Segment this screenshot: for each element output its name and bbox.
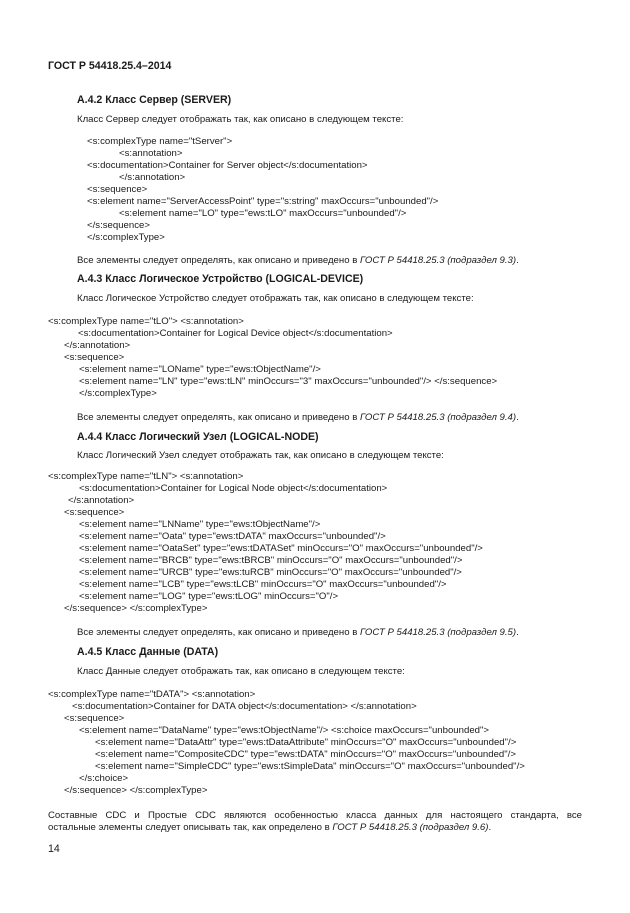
code-line: <s:complexType name="tLO"> <s:annotation> xyxy=(48,316,244,327)
code-line: <s:complexType name="tDATA"> <s:annotation> xyxy=(48,689,256,700)
document-header: ГОСТ Р 54418.25.4–2014 xyxy=(48,60,172,72)
closing-text: остальные элементы следует описывать так, как определено в xyxy=(48,822,333,833)
note-text: Все элементы следует определять, как описано и приведено в xyxy=(77,255,360,266)
section-intro: Класс Логический Узел следует отображать так, как описано в следующем тексте: xyxy=(77,450,444,461)
section-note xyxy=(77,627,519,639)
section-title: А.4.3 Класс Логическое Устройство (LOGICAL-DEVICE) xyxy=(77,273,364,285)
code-line: <s:documentation>Container for DATA object</s:documentation> </s:annotation> xyxy=(72,701,417,712)
section-note xyxy=(77,255,519,267)
note-suffix: . xyxy=(516,627,519,638)
note-text: Все элементы следует определять, как описано и приведено в xyxy=(77,627,360,638)
section-intro: Класс Сервер следует отображать так, как описано в следующем тексте: xyxy=(77,114,404,125)
code-line: <s:complexType name="tServer"> xyxy=(87,136,233,147)
code-line: <s:sequence> xyxy=(87,184,148,195)
code-line: <s:element name="DataName" type="ews:tObjectName"/> <s:choice maxOccurs="unbounded"> xyxy=(79,725,489,736)
code-line: <s:element name="LOName" type="ews:tObjectName"/> xyxy=(79,364,321,375)
closing-paragraph-line-2 xyxy=(48,822,491,834)
code-line: <s:element name="SimpleCDC" type="ews:tSimpleData" minOccurs="O" maxOccurs="unbounded"/> xyxy=(95,761,525,772)
closing-paragraph-line-1: Составные CDC и Простые CDC являются особенностью класса данных для настоящего стандарта, все xyxy=(48,810,582,821)
code-line: <s:sequence> xyxy=(64,713,125,724)
code-line: </s:sequence> </s:complexType> xyxy=(64,785,208,796)
code-line: </s:annotation> xyxy=(68,495,135,506)
closing-suffix: . xyxy=(488,822,492,833)
section-title: А.4.4 Класс Логический Узел (LOGICAL-NODE) xyxy=(77,431,319,443)
code-line: <s:annotation> xyxy=(119,148,183,159)
section-note xyxy=(77,412,519,424)
code-line: <s:element name="LCB" type="ews:tLCB" minOccurs="O" maxOccurs="unbounded"/> xyxy=(79,579,447,590)
section-title: А.4.5 Класс Данные (DATA) xyxy=(77,646,219,658)
note-text: Все элементы следует определять, как описано и приведено в xyxy=(77,412,360,423)
code-line: <s:element name="LN" type="ews:tLN" minOccurs="3" maxOccurs="unbounded"/> </s:sequence> xyxy=(79,376,498,387)
note-reference: ГОСТ Р 54418.25.3 (подраздел 9.3) xyxy=(359,255,517,266)
code-line: <s:complexType name="tLN"> <s:annotation> xyxy=(48,471,244,482)
note-reference: ГОСТ Р 54418.25.3 (подраздел 9.4) xyxy=(359,412,517,423)
code-line: <s:element name="ServerAccessPoint" type="s:string" maxOccurs="unbounded"/> xyxy=(87,196,439,207)
note-suffix: . xyxy=(516,255,519,266)
code-line: <s:sequence> xyxy=(64,352,125,363)
code-line: </s:complexType> xyxy=(87,232,165,243)
code-line: </s:sequence> </s:complexType> xyxy=(64,603,208,614)
code-line: <s:element name="OataSet" type="ews:tDATASet" minOccurs="O" maxOccurs="unbounded"/> xyxy=(79,543,483,554)
code-line: <s:element name="CompositeCDC" type="ews:tDATA" minOccurs="O" maxOccurs="unbounded"/> xyxy=(95,749,516,760)
code-line: </s:annotation> xyxy=(64,340,131,351)
code-line: <s:element name="BRCB" type="ews:tBRCB" minOccurs="O" maxOccurs="unbounded"/> xyxy=(79,555,463,566)
code-line: <s:element name="LNName" type="ews:tObjectName"/> xyxy=(79,519,321,530)
code-line: <s:element name="URCB" type="ews:tuRCB" minOccurs="O" maxOccurs="unbounded"/> xyxy=(79,567,462,578)
closing-reference: ГОСТ Р 54418.25.3 (подраздел 9.6) xyxy=(332,822,489,833)
section-intro: Класс Логическое Устройство следует отображать так, как описано в следующем тексте: xyxy=(77,293,474,304)
note-reference: ГОСТ Р 54418.25.3 (подраздел 9.5) xyxy=(359,627,517,638)
code-line: <s:documentation>Container for Logical Node object</s:documentation> xyxy=(79,483,388,494)
code-line: </s:choice> xyxy=(79,773,129,784)
code-line: <s:documentation>Container for Logical Device object</s:documentation> xyxy=(78,328,393,339)
page-number: 14 xyxy=(48,843,60,855)
note-suffix: . xyxy=(516,412,519,423)
code-line: <s:sequence> xyxy=(64,507,125,518)
section-title: А.4.2 Класс Сервер (SERVER) xyxy=(77,94,232,106)
code-line: <s:element name="DataAttr" type="ews:tDataAttribute" minOccurs="O" maxOccurs="unbounded"/> xyxy=(95,737,517,748)
code-line: <s:documentation>Container for Server object</s:documentation> xyxy=(87,160,368,171)
code-line: </s:complexType> xyxy=(79,388,157,399)
section-intro: Класс Данные следует отображать так, как описано в следующем тексте: xyxy=(77,666,405,677)
code-line: </s:sequence> xyxy=(87,220,150,231)
code-line: <s:element name="Oata" type="ews:tDATA" maxOccurs="unbounded"/> xyxy=(79,531,386,542)
code-line: </s:annotation> xyxy=(119,172,186,183)
code-line: <s:element name="LO" type="ews:tLO" maxOccurs="unbounded"/> xyxy=(119,208,407,219)
code-line: <s:element name="LOG" type="ews:tLOG" minOccurs="O"/> xyxy=(79,591,339,602)
